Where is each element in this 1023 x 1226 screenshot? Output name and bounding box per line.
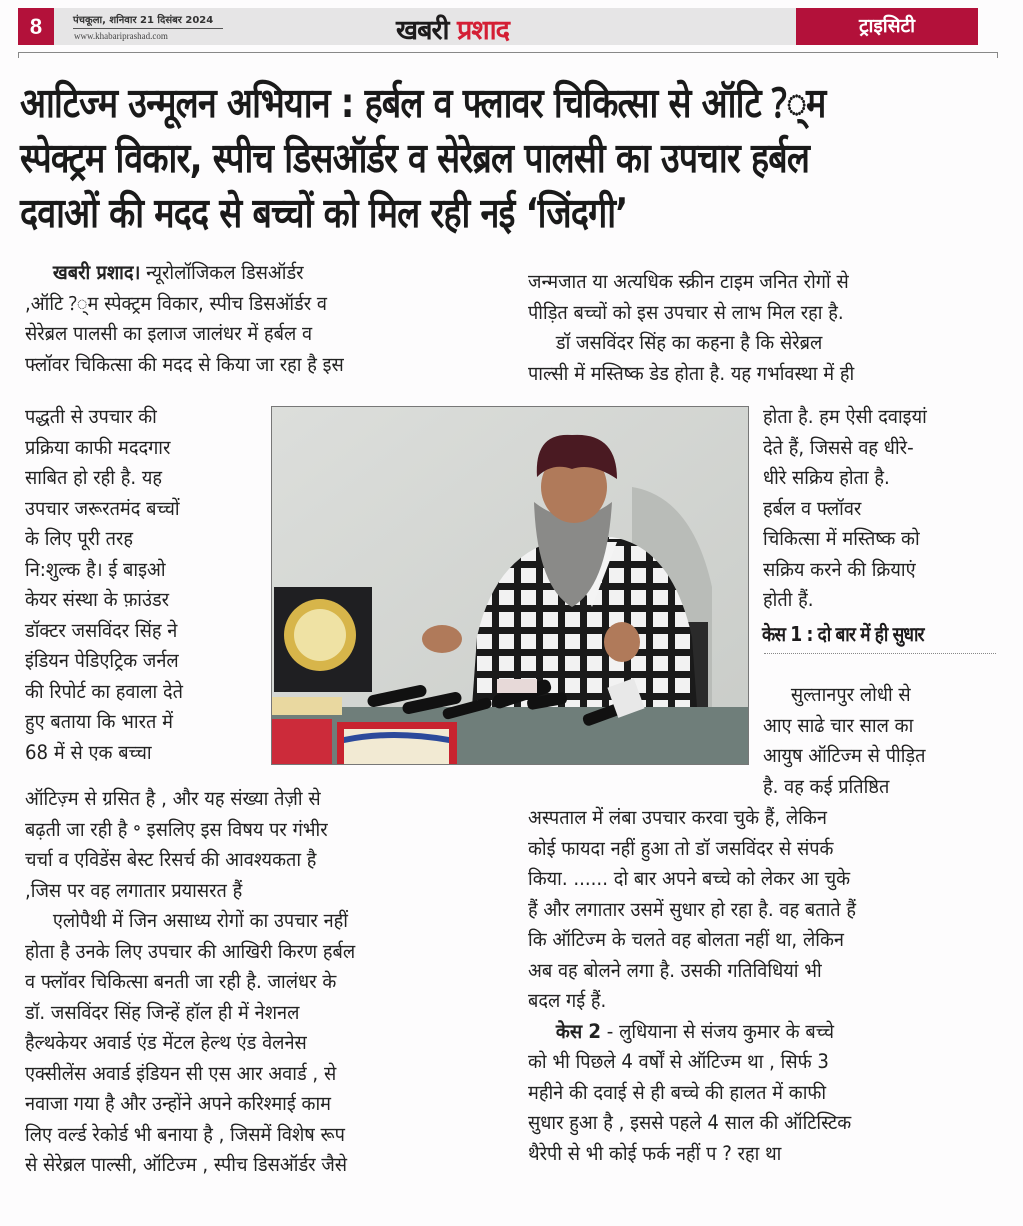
- article-line: एलोपैथी में जिन असाध्य रोगों का उपचार नहीं: [52, 909, 348, 932]
- article-line: आए साढे चार साल का: [763, 713, 914, 737]
- article-line: पद्धती से उपचार की: [25, 405, 157, 428]
- subhead-dotted-rule: [764, 653, 996, 654]
- logo-word-2: प्रशाद: [456, 15, 510, 46]
- article-line: चर्चा व एविडेंस बेस्ट रिसर्च की आवश्यकता है: [25, 848, 317, 871]
- article-line: है. वह कई प्रतिष्ठित: [763, 774, 890, 798]
- article-line: हर्बल व फ्लॉवर: [763, 496, 862, 520]
- article-left-top: [25, 258, 344, 380]
- article-line: होता है. हम ऐसी दवाइयां: [763, 405, 927, 428]
- article-line: की रिपोर्ट का हवाला देते: [25, 679, 183, 703]
- article-line: होता है उनके लिए उपचार की आखिरी किरण हर्बल: [25, 939, 356, 963]
- article-right-top: [528, 267, 854, 389]
- article-line: को भी पिछले 4 वर्षों से ऑटिज्म था , सिर्फ 3: [528, 1050, 829, 1073]
- article-line: कोई फायदा नहीं हुआ तो डॉ जसविंदर से संपर्क: [528, 836, 834, 860]
- article-line: जन्मजात या अत्यधिक स्क्रीन टाइम जनित रोगों से: [528, 270, 849, 293]
- headline-line: आटिज्म उन्मूलन अभियान : हर्बल व फ्लावर चिकित्सा से ऑटि ?्म: [20, 79, 826, 127]
- page-number: 8: [18, 8, 54, 45]
- headline-line: स्पेक्ट्रम विकार, स्पीच डिसऑर्डर व सेरेब्रल पालसी का उपचार हर्बल: [20, 134, 810, 182]
- article-line: बढ़ती जा रही है ॰ इसलिए इस विषय पर गंभीर: [25, 817, 328, 841]
- article-line: धीरे सक्रिय होता है.: [763, 466, 890, 489]
- article-line: सक्रिय करने की क्रियाएं: [763, 557, 916, 581]
- article-left-wrap: [25, 402, 183, 768]
- article-line: व फ्लॉवर चिकित्सा बनती जा रही है. जालंधर के: [25, 970, 337, 993]
- article-line: केस 2 - लुधियाना से संजय कुमार के बच्चे: [555, 1019, 835, 1043]
- byline: खबरी प्रशाद।: [52, 261, 141, 284]
- article-line: सुल्तानपुर लोधी से: [790, 683, 911, 706]
- left-hand: [422, 625, 462, 653]
- article-line: किया. ...... दो बार अपने बच्चे को लेकर आ चुके: [528, 867, 851, 890]
- certificate-1: [272, 719, 332, 765]
- right-hand: [604, 622, 640, 662]
- article-line: आयुष ऑटिज्म से पीड़ित: [763, 744, 926, 767]
- headline-line: दवाओं की मदद से बच्चों को मिल रही नई ‘जिंदगी’: [20, 189, 628, 237]
- article-line: पीड़ित बच्चों को इस उपचार से लाभ मिल रहा है.: [528, 300, 844, 324]
- article-line: लिए वर्ल्ड रेकोर्ड भी बनाया है , जिसमें विशेष रूप: [25, 1122, 345, 1146]
- article-line: खबरी प्रशाद। न्यूरोलॉजिकल डिसऑर्डर: [52, 261, 304, 284]
- article-line: ऑटिज़्म से ग्रसित है , और यह संख्या तेज़ी से: [25, 787, 321, 810]
- article-line: कि ऑटिज्म के चलते वह बोलता नहीं था, लेकिन: [528, 928, 844, 951]
- headline: [20, 76, 842, 241]
- photo-illustration: [272, 407, 749, 765]
- case-1-heading: केस 1 : दो बार में ही सुधार: [762, 622, 924, 646]
- article-line: सुधार हुआ है , इससे पहले 4 साल की ऑटिस्टिक: [528, 1111, 852, 1134]
- logo-word-1: खबरी: [396, 15, 449, 46]
- frame-corner-right: [997, 52, 998, 58]
- article-line: डॉक्टर जसविंदर सिंह ने: [25, 618, 178, 642]
- article-left-bottom: [25, 784, 355, 1181]
- article-line: ,जिस पर वह लगातार प्रयासरत हैं: [25, 878, 243, 902]
- article-line: केयर संस्था के फ़ाउंडर: [25, 588, 170, 611]
- case-2-label: केस 2: [555, 1019, 602, 1043]
- press-conference-photo: [271, 406, 749, 765]
- article-line: डॉ. जसविंदर सिंह जिन्हें हॉल ही में नेशनल: [25, 1000, 300, 1024]
- newspaper-logo: [396, 10, 509, 47]
- article-line: हैल्थकेयर अवार्ड एंड मेंटल हेल्थ एंड वेलनेस: [25, 1031, 307, 1054]
- article-line: हैं और लगातार उसमें सुधार हो रहा है. वह बताते हैं: [528, 897, 857, 921]
- article-line: होती हैं.: [763, 588, 814, 611]
- article-line: साबित हो रही है. यह: [25, 466, 163, 489]
- article-right-wrap: [763, 402, 927, 616]
- article-line: अब वह बोलने लगा है. उसकी गतिविधियां भी: [528, 958, 822, 982]
- article-line: से सेरेब्रल पाल्सी, ऑटिज्म , स्पीच डिसऑर्डर जैसे: [25, 1153, 348, 1176]
- article-line: थैरेपी से भी कोई फर्क नहीं प ? रहा था: [528, 1141, 782, 1165]
- article-line: डॉ जसविंदर सिंह का कहना है कि सेरेब्रल: [555, 331, 823, 354]
- section-label: ट्राइसिटी: [796, 8, 978, 45]
- article-line: उपचार जरूरतमंद बच्चों: [25, 496, 180, 520]
- article-line: हुए बताया कि भारत में: [25, 710, 174, 733]
- article-line: अस्पताल में लंबा उपचार करवा चुके हैं, लेकिन: [528, 806, 827, 829]
- name-plate: [272, 697, 342, 715]
- article-line: नि:शुल्क है। ई बाइओ: [25, 557, 166, 581]
- mic-flag: [497, 679, 537, 693]
- article-line: इंडियन पेडिएट्रिक जर्नल: [25, 649, 179, 672]
- website-link[interactable]: www.khabariprashad.com: [74, 31, 168, 41]
- frame-divider: [18, 52, 998, 53]
- article-line: के लिए पूरी तरह: [25, 527, 134, 550]
- dateline: पंचकूला, शनिवार 21 दिसंबर 2024: [73, 12, 223, 29]
- masthead: [18, 8, 978, 45]
- article-line: महीने की दवाई से ही बच्चे की हालत में काफी: [528, 1080, 827, 1104]
- article-line: सेरेब्रल पालसी का इलाज जालंधर में हर्बल व: [25, 322, 313, 345]
- article-right-bottom: [528, 803, 856, 1169]
- article-line: पाल्सी में मस्तिष्क डेड होता है. यह गर्भावस्था में ही: [528, 361, 855, 385]
- article-line: फ्लॉवर चिकित्सा की मदद से किया जा रहा है इस: [25, 352, 344, 376]
- article-line: चिकित्सा में मस्तिष्क को: [763, 527, 920, 550]
- frame-corner-left: [18, 52, 19, 58]
- article-line: ,ऑटि ?्म स्पेक्ट्रम विकार, स्पीच डिसऑर्डर व: [25, 291, 328, 315]
- article-line: बदल गई हैं.: [528, 989, 607, 1012]
- article-line: देते हैं, जिससे वह धीरे-: [763, 435, 914, 459]
- article-line: एक्सीलेंस अवार्ड इंडियन सी एस आर अवार्ड , से: [25, 1061, 337, 1085]
- article-line: प्रक्रिया काफी मददगार: [25, 435, 171, 459]
- article-line: 68 में से एक बच्चा: [25, 740, 152, 764]
- article-right-mid: [763, 680, 925, 802]
- article-line: नवाजा गया है और उन्होंने अपने करिश्माई काम: [25, 1092, 332, 1115]
